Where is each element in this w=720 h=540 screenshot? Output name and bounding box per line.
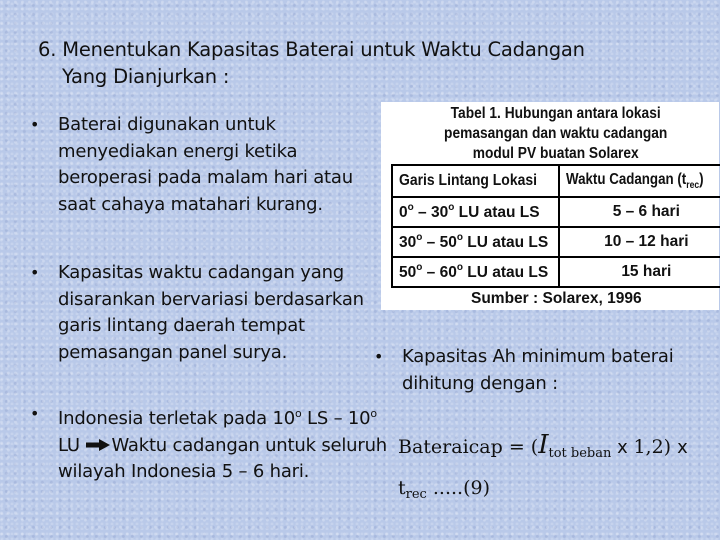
latitude-backup-table	[391, 164, 720, 288]
header-backup-label: Waktu Cadangan (t	[566, 170, 687, 188]
degree-mark: o	[416, 262, 423, 273]
header-backup-time	[559, 165, 720, 197]
bullet-dot: •	[30, 404, 40, 423]
lat-start: 30	[399, 234, 417, 251]
lat-end: – 60	[422, 264, 457, 281]
degree-mark: o	[416, 232, 423, 243]
bullet-text-part2: LS – 10	[301, 408, 371, 429]
table-row	[392, 227, 720, 257]
lat-hemisphere: LU atau LS	[462, 234, 549, 251]
formula-current-symbol: I	[538, 430, 549, 460]
bullet-dot: •	[374, 347, 384, 366]
table-caption	[410, 102, 701, 164]
lat-start: 0	[399, 204, 408, 221]
formula-lhs: Bateraicap = (	[398, 436, 539, 458]
backup-time-cell: 10 – 12 hari	[559, 227, 720, 257]
bullet-indonesia	[30, 401, 388, 486]
formula-equation-number: .....(9)	[426, 477, 490, 499]
bullet-backup-capacity	[30, 260, 378, 366]
title-line-1: 6. Menentukan Kapasitas Baterai untuk Waktu Cadangan	[38, 38, 585, 61]
formula-current-subscript: tot beban	[548, 446, 612, 461]
degree-mark: o	[370, 407, 377, 420]
lat-start: 50	[399, 264, 417, 281]
degree-mark: o	[294, 407, 302, 420]
latitude-cell	[392, 227, 559, 257]
slide-title	[38, 36, 698, 90]
table-row	[392, 257, 720, 287]
table-row	[392, 197, 720, 227]
header-backup-close: )	[699, 170, 704, 188]
bullet-dot: •	[30, 115, 40, 134]
header-latitude-text: Garis Lintang Lokasi	[399, 172, 537, 189]
battery-capacity-formula	[398, 428, 708, 512]
formula-factor: 1,2)	[633, 436, 678, 458]
bullet-text: Kapasitas Ah minimum baterai dihitung dengan :	[402, 346, 674, 394]
degree-mark: o	[456, 262, 463, 273]
lat-hemisphere: LU atau LS	[454, 204, 540, 221]
bullet-text: Kapasitas waktu cadangan yang disarankan bervariasi berdasarkan garis lintang daerah tempat pemasangan panel surya.	[58, 262, 364, 363]
header-backup-subscript: rec	[686, 180, 700, 192]
bullet-text: Baterai digunakan untuk menyediakan energi ketika beroperasi pada malam hari atau saat cahaya matahari kurang.	[58, 114, 353, 215]
backup-time-cell: 15 hari	[559, 257, 720, 287]
lat-end: – 50	[422, 234, 457, 251]
bullet-text-part4: Waktu cadangan untuk seluruh wilayah Indonesia 5 – 6 hari.	[58, 434, 388, 482]
table-source: Sumber : Solarex, 1996	[471, 290, 642, 307]
caption-line-1: Tabel 1. Hubungan antara lokasi	[450, 105, 661, 122]
degree-mark: o	[407, 202, 414, 213]
degree-mark: o	[456, 232, 463, 243]
formula-multiply-2: x	[677, 437, 688, 458]
lat-end: – 30	[413, 204, 449, 221]
formula-time-subscript: rec	[405, 487, 427, 502]
degree-mark: o	[448, 202, 455, 213]
right-arrow-icon	[85, 438, 111, 452]
header-backup-time-text	[566, 171, 704, 191]
latitude-cell	[392, 197, 559, 227]
title-line-2: Yang Dianjurkan :	[62, 65, 230, 88]
bullet-battery-purpose	[30, 112, 358, 218]
caption-line-2: pemasangan dan waktu cadangan	[444, 125, 668, 142]
table-header-row	[392, 165, 720, 197]
lat-hemisphere: LU atau LS	[462, 264, 549, 281]
formula-time-symbol: t	[398, 477, 406, 499]
latitude-cell	[392, 257, 559, 287]
backup-time-table-image	[381, 102, 719, 310]
bullet-text-part3: LU	[58, 434, 86, 456]
bullet-dot: •	[30, 263, 40, 282]
bullet-min-capacity	[374, 344, 712, 397]
header-latitude	[392, 165, 559, 197]
caption-line-3: modul PV buatan Solarex	[472, 145, 639, 162]
formula-multiply-1: x	[611, 437, 634, 458]
backup-time-cell: 5 – 6 hari	[559, 197, 720, 227]
bullet-text-part1: Indonesia terletak pada 10	[58, 408, 295, 429]
